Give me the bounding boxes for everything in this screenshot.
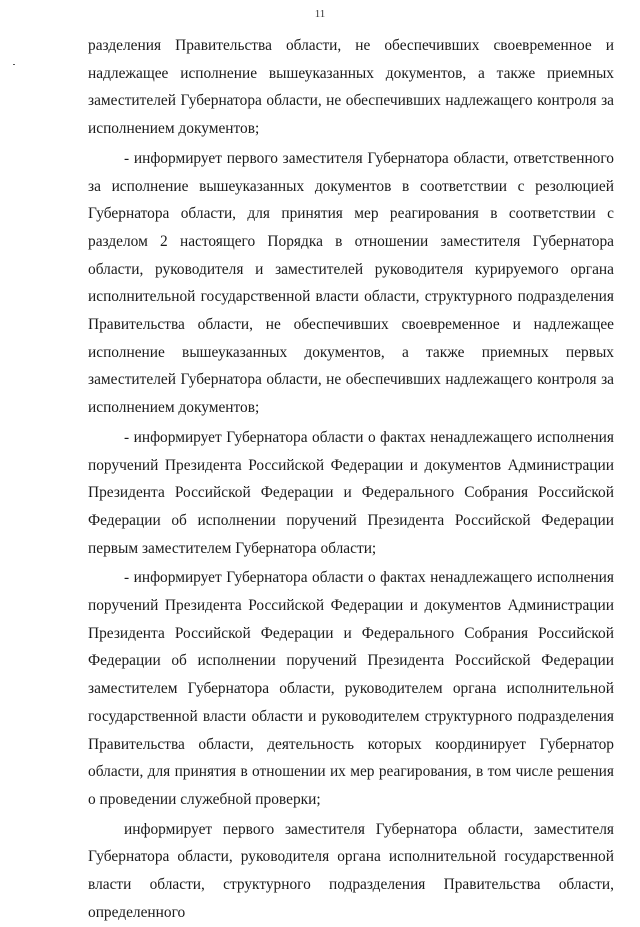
scan-artifact [13,64,15,65]
paragraph-5: информирует первого заместителя Губернатора области, заместителя Губернатора области, руководителя органа исполнительной государственной власти области, структурного подразделения Правительства области, определенного [88,820,614,921]
page-number: 11 [314,8,326,20]
document-body [88,32,614,927]
paragraph-3: - информирует Губернатора области о фактах ненадлежащего исполнения поручений Президента Российской Федерации и документов Администрации Президента Российской Федерации и Федерального Собрания Российской Федерации об исполнении поручений Президента Российской Федерации первым заместителем Губернатора области; [88,428,614,557]
paragraph-2: - информирует первого заместителя Губернатора области, ответственного за исполнение вышеуказанных документов в соответствии с резолюцией Губернатора области, для принятия мер реагирования в соответствии с разделом 2 настоящего Порядка в отношении заместителя Губернатора области, руководителя и заместителей руководителя курируемого органа исполнительной государственной власти области, структурного подразделения Правительства области, не обеспечивших своевременное и надлежащее исполнение вышеуказанных документов, а также приемных первых заместителей Губернатора области, не обеспечивших надлежащего контроля за исполнением документов; [88,149,614,417]
paragraph-1: разделения Правительства области, не обеспечивших своевременное и надлежащее исполнение вышеуказанных документов, а также приемных заместителей Губернатора области, не обеспечивших надлежащего контроля за исполнением документов; [88,37,614,138]
paragraph-4: - информирует Губернатора области о фактах ненадлежащего исполнения поручений Президента Российской Федерации и документов Администрации Президента Российской Федерации и Федерального Собрания Российской Федерации об исполнении поручений Президента Российской Федерации заместителем Губернатора области, руководителем органа исполнительной государственной власти области и руководителем структурного подразделения Правительства области, деятельность которых координирует Губернатор области, для принятия в отношении их мер реагирования, в том числе решения о проведении служебной проверки; [88,569,614,808]
